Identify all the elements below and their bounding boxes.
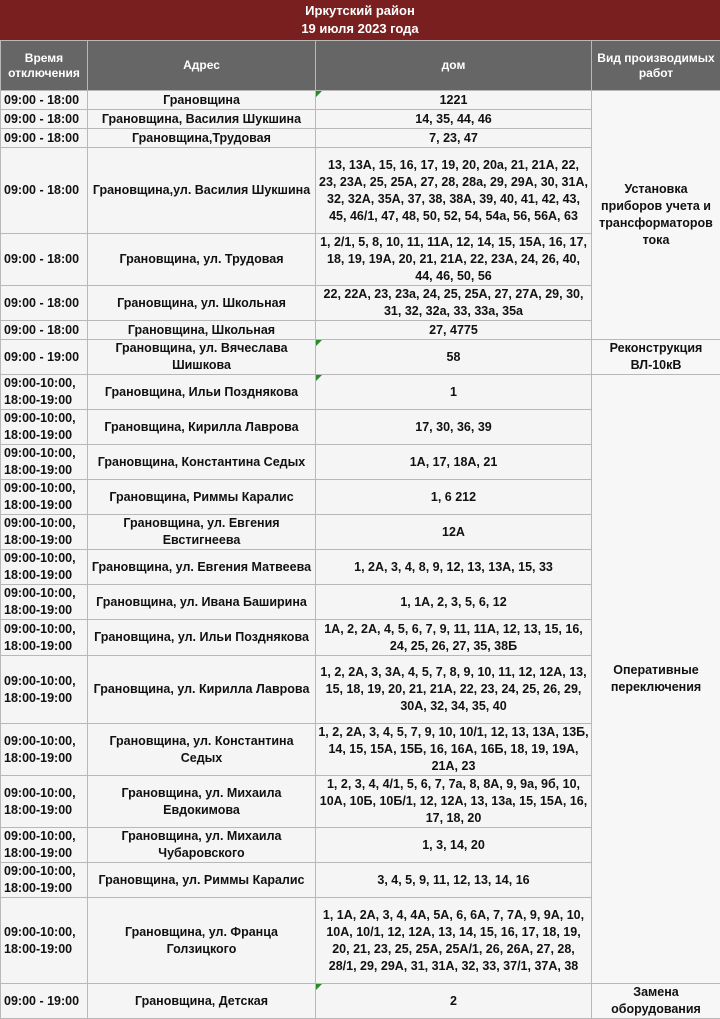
time-cell: 09:00 - 18:00 — [1, 321, 88, 340]
house-cell: 27, 4775 — [316, 321, 592, 340]
table-row — [1, 340, 720, 375]
time-cell: 09:00-10:00, 18:00-19:00 — [1, 585, 88, 620]
house-cell: 2 — [316, 984, 592, 1019]
address-cell: Грановщина, Детская — [88, 984, 316, 1019]
time-cell: 09:00 - 18:00 — [1, 110, 88, 129]
house-cell: 22, 22А, 23, 23а, 24, 25, 25А, 27, 27А, 29, 30, 31, 32, 32а, 33, 33а, 35а — [316, 286, 592, 321]
house-cell: 1, 2, 2А, 3, 3А, 4, 5, 7, 8, 9, 10, 11, 12, 12А, 13, 15, 18, 19, 20, 21, 21А, 22, 23, 24, 25, 26, 29, 30А, 32, 34, 35, 40 — [316, 656, 592, 724]
work-type-cell: Реконструкция ВЛ-10кВ — [592, 340, 720, 375]
time-cell: 09:00 - 18:00 — [1, 91, 88, 110]
time-cell: 09:00-10:00, 18:00-19:00 — [1, 550, 88, 585]
table-title — [0, 0, 720, 40]
house-cell: 3, 4, 5, 9, 11, 12, 13, 14, 16 — [316, 863, 592, 898]
address-cell: Грановщина, ул. Евгения Евстигнеева — [88, 515, 316, 550]
col-header-address: Адрес — [88, 41, 316, 91]
time-cell: 09:00-10:00, 18:00-19:00 — [1, 724, 88, 776]
time-cell: 09:00 - 19:00 — [1, 984, 88, 1019]
time-cell: 09:00 - 19:00 — [1, 340, 88, 375]
house-cell: 1, 6 212 — [316, 480, 592, 515]
time-cell: 09:00-10:00, 18:00-19:00 — [1, 515, 88, 550]
address-cell: Грановщина,ул. Василия Шукшина — [88, 148, 316, 234]
address-cell: Грановщина, Кирилла Лаврова — [88, 410, 316, 445]
house-cell: 7, 23, 47 — [316, 129, 592, 148]
address-cell: Грановщина, ул. Вячеслава Шишкова — [88, 340, 316, 375]
time-cell: 09:00-10:00, 18:00-19:00 — [1, 375, 88, 410]
time-cell: 09:00-10:00, 18:00-19:00 — [1, 656, 88, 724]
address-cell: Грановщина, ул. Константина Седых — [88, 724, 316, 776]
date-title: 19 июля 2023 года — [0, 20, 720, 38]
address-cell: Грановщина, ул. Франца Голзицкого — [88, 898, 316, 984]
address-cell: Грановщина, ул. Михаила Евдокимова — [88, 776, 316, 828]
house-cell: 1 — [316, 375, 592, 410]
house-cell: 1А, 17, 18А, 21 — [316, 445, 592, 480]
house-cell: 1, 2А, 3, 4, 8, 9, 12, 13, 13А, 15, 33 — [316, 550, 592, 585]
time-cell: 09:00 - 18:00 — [1, 234, 88, 286]
address-cell: Грановщина, ул. Михаила Чубаровского — [88, 828, 316, 863]
house-cell: 1А, 2, 2А, 4, 5, 6, 7, 9, 11, 11А, 12, 13, 15, 16, 24, 25, 26, 27, 35, 38Б — [316, 620, 592, 656]
time-cell: 09:00-10:00, 18:00-19:00 — [1, 776, 88, 828]
house-cell: 12А — [316, 515, 592, 550]
address-cell: Грановщина, ул. Ильи Позднякова — [88, 620, 316, 656]
table-row — [1, 984, 720, 1019]
work-type-cell: Замена оборудования — [592, 984, 720, 1019]
address-cell: Грановщина, ул. Евгения Матвеева — [88, 550, 316, 585]
col-header-house: дом — [316, 41, 592, 91]
time-cell: 09:00-10:00, 18:00-19:00 — [1, 828, 88, 863]
house-cell: 1, 3, 14, 20 — [316, 828, 592, 863]
table-row — [1, 91, 720, 110]
address-cell: Грановщина, ул. Кирилла Лаврова — [88, 656, 316, 724]
time-cell: 09:00-10:00, 18:00-19:00 — [1, 480, 88, 515]
col-header-work-type: Вид производимых работ — [592, 41, 720, 91]
house-cell: 1, 2, 2А, 3, 4, 5, 7, 9, 10, 10/1, 12, 13, 13А, 13Б, 14, 15, 15А, 15Б, 16, 16А, 16Б, 18, 19, 19А, 21А, 23 — [316, 724, 592, 776]
time-cell: 09:00-10:00, 18:00-19:00 — [1, 445, 88, 480]
time-cell: 09:00 - 18:00 — [1, 129, 88, 148]
house-cell: 14, 35, 44, 46 — [316, 110, 592, 129]
time-cell: 09:00-10:00, 18:00-19:00 — [1, 863, 88, 898]
house-cell: 1, 1А, 2, 3, 5, 6, 12 — [316, 585, 592, 620]
time-cell: 09:00-10:00, 18:00-19:00 — [1, 620, 88, 656]
address-cell: Грановщина, ул. Школьная — [88, 286, 316, 321]
address-cell: Грановщина,Трудовая — [88, 129, 316, 148]
time-cell: 09:00-10:00, 18:00-19:00 — [1, 410, 88, 445]
table-row — [1, 375, 720, 410]
house-cell: 1, 2/1, 5, 8, 10, 11, 11А, 12, 14, 15, 15А, 16, 17, 18, 19, 19А, 20, 21, 21А, 22, 23А, 24, 26, 40, 44, 46, 50, 56 — [316, 234, 592, 286]
work-type-cell: Оперативные переключения — [592, 375, 720, 984]
time-cell: 09:00 - 18:00 — [1, 286, 88, 321]
time-cell: 09:00-10:00, 18:00-19:00 — [1, 898, 88, 984]
address-cell: Грановщина, ул. Риммы Каралис — [88, 863, 316, 898]
address-cell: Грановщина, Школьная — [88, 321, 316, 340]
house-cell: 17, 30, 36, 39 — [316, 410, 592, 445]
house-cell: 1, 1А, 2А, 3, 4, 4А, 5А, 6, 6А, 7, 7А, 9, 9А, 10, 10А, 10/1, 12, 12А, 13, 14, 15, 16, 17, 18, 19, 20, 21, 23, 25, 25А, 25А/1, 26, 26А, 27, 28, 28/1, 29, 29А, 31, 31А, 32, 33, 37/1, 37А, 38 — [316, 898, 592, 984]
address-cell: Грановщина, Константина Седых — [88, 445, 316, 480]
time-cell: 09:00 - 18:00 — [1, 148, 88, 234]
house-cell: 13, 13А, 15, 16, 17, 19, 20, 20а, 21, 21А, 22, 23, 23А, 25, 25А, 27, 28, 28а, 29, 29А, 30, 31А, 32, 32А, 35А, 37, 38, 38А, 39, 40, 41, 42, 43, 45, 46/1, 47, 48, 50, 52, 54, 54а, 56, 56А, 63 — [316, 148, 592, 234]
address-cell: Грановщина, Ильи Позднякова — [88, 375, 316, 410]
address-cell: Грановщина, ул. Ивана Баширина — [88, 585, 316, 620]
address-cell: Грановщина, ул. Трудовая — [88, 234, 316, 286]
house-cell: 1221 — [316, 91, 592, 110]
house-cell: 58 — [316, 340, 592, 375]
work-type-cell: Установка приборов учета и трансформаторов тока — [592, 91, 720, 340]
col-header-time: Время отключения — [1, 41, 88, 91]
address-cell: Грановщина, Василия Шукшина — [88, 110, 316, 129]
house-cell: 1, 2, 3, 4, 4/1, 5, 6, 7, 7а, 8, 8А, 9, 9а, 9б, 10, 10А, 10Б, 10Б/1, 12, 12А, 13, 13а, 15, 15А, 16, 17, 18, 20 — [316, 776, 592, 828]
address-cell: Грановщина, Риммы Каралис — [88, 480, 316, 515]
outage-table — [0, 40, 720, 1019]
address-cell: Грановщина — [88, 91, 316, 110]
district-title: Иркутский район — [0, 2, 720, 20]
